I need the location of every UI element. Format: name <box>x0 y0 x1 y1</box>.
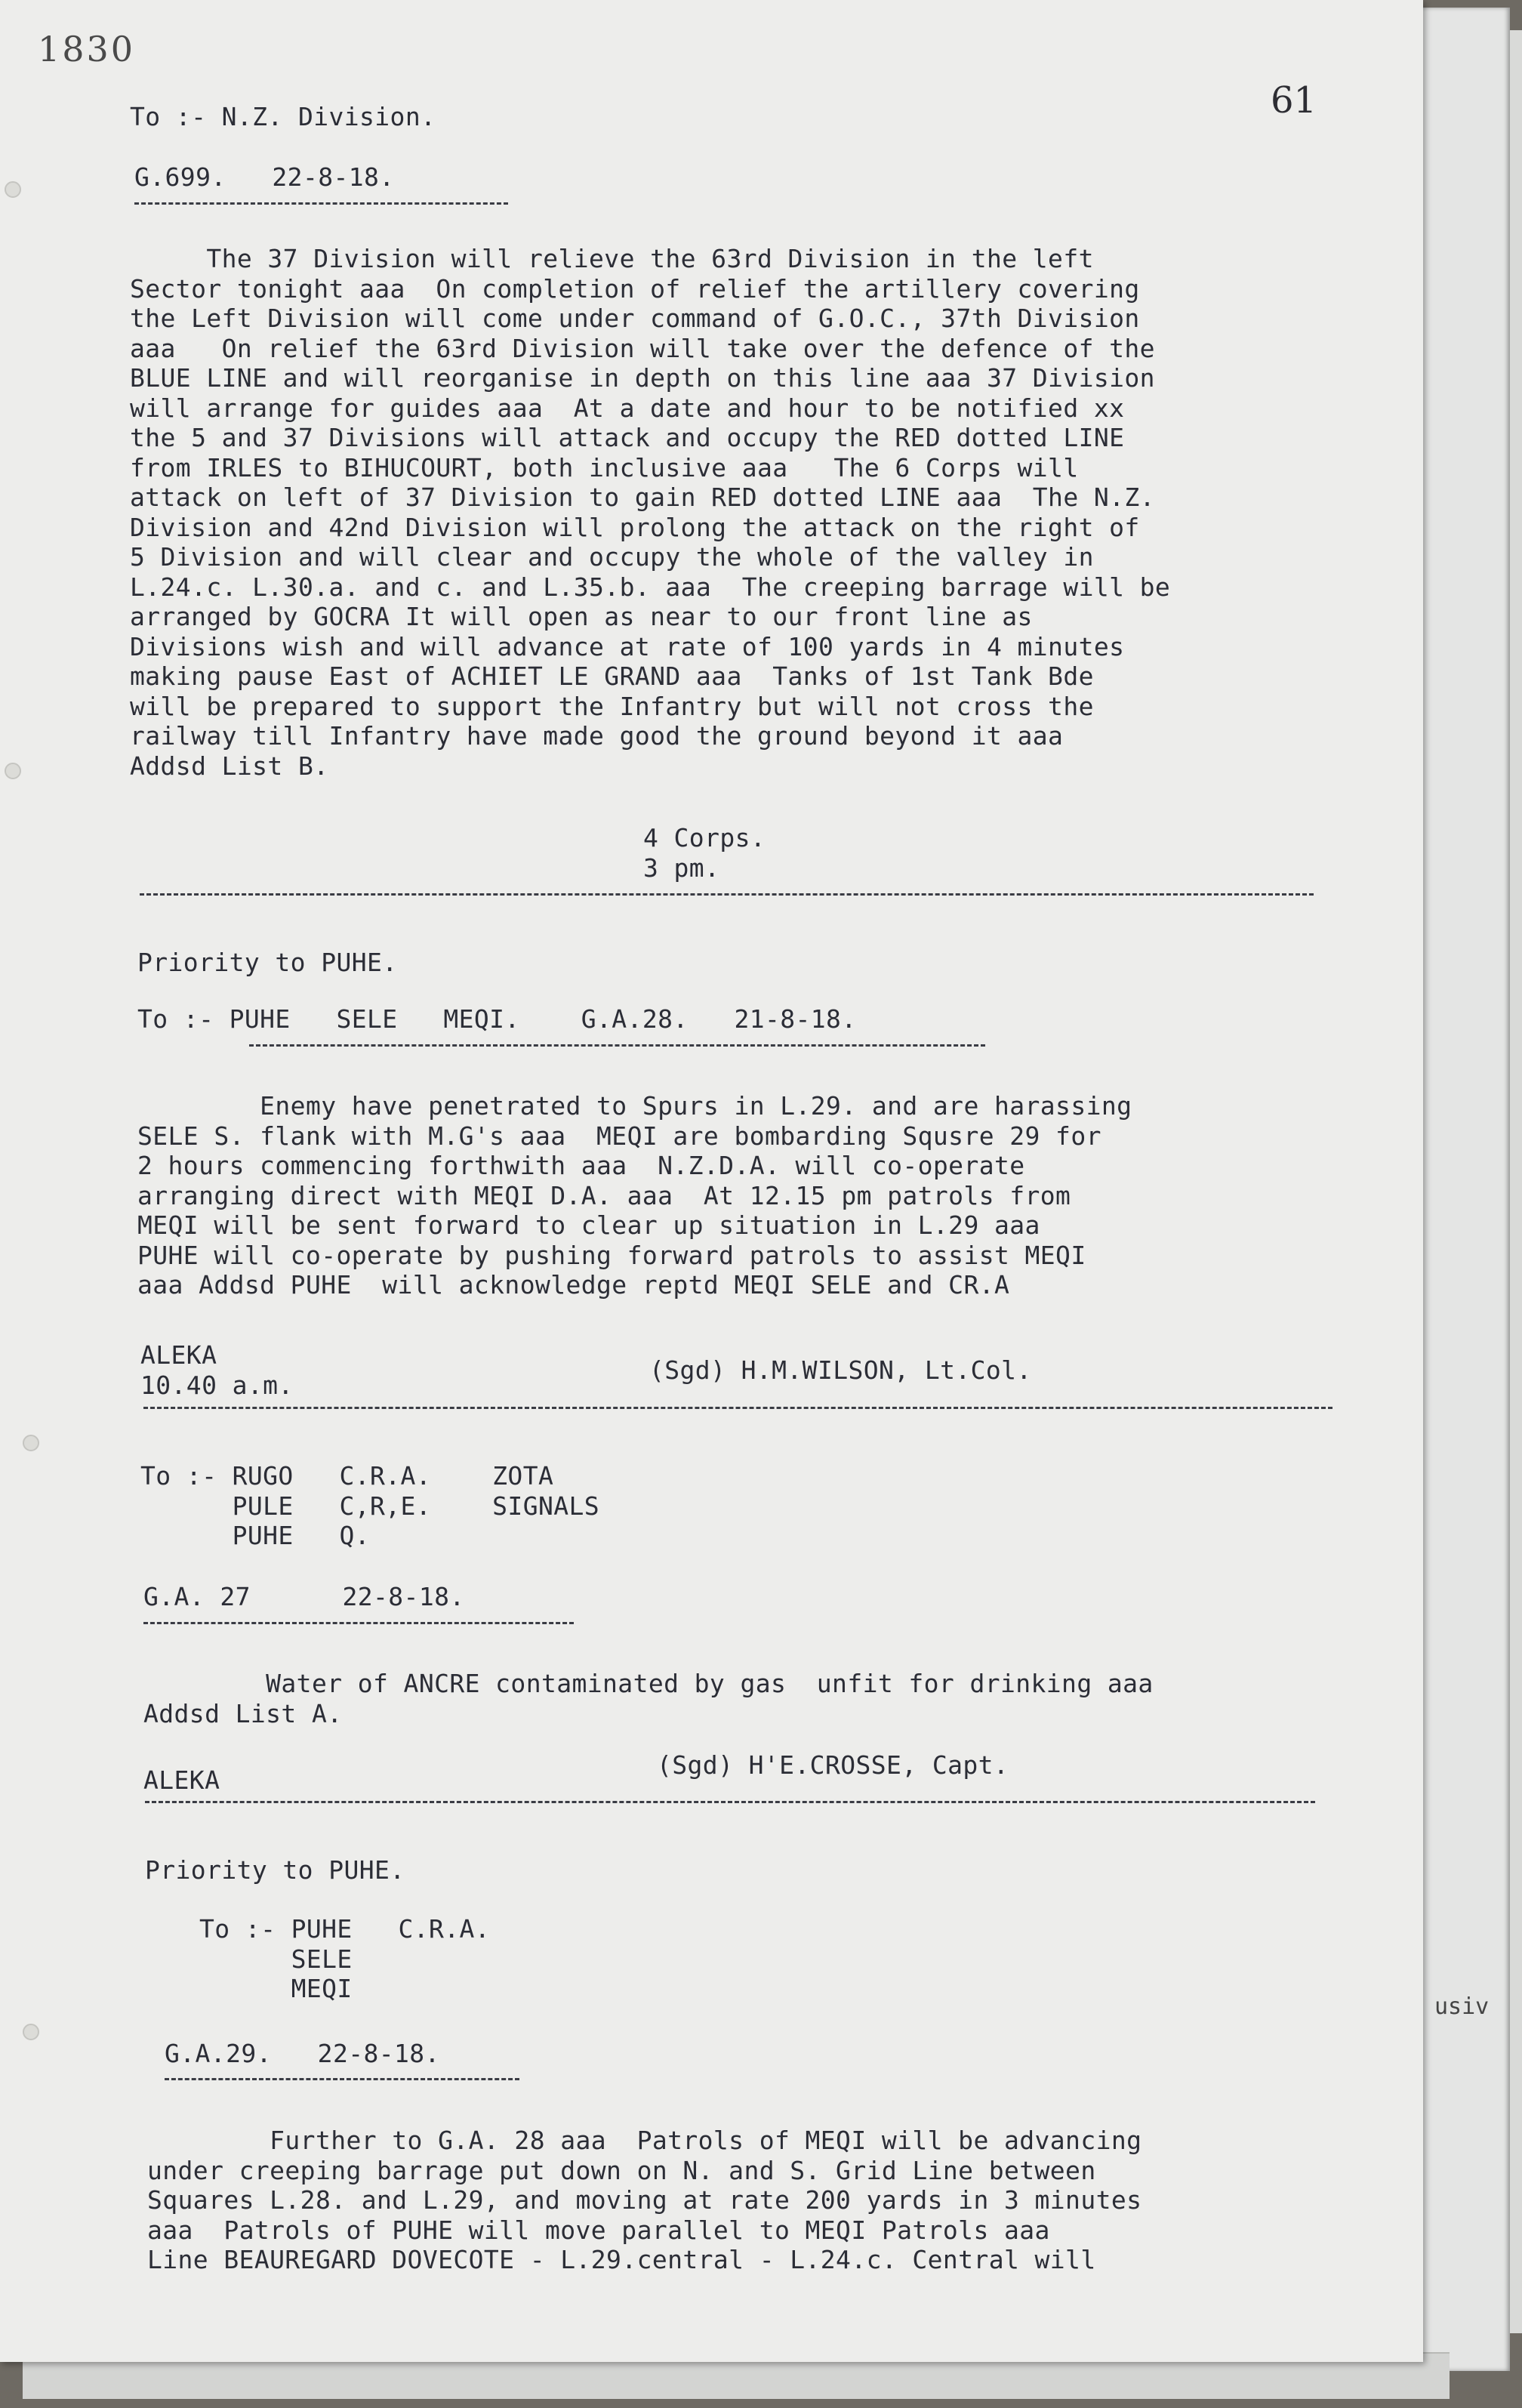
text-line: MEQI will be sent forward to clear up situation in L.29 aaa <box>137 1210 1040 1240</box>
text-line: will arrange for guides aaa At a date and hour to be notified xx <box>130 393 1125 423</box>
page-number: 61 <box>1271 79 1317 122</box>
msg4-reference: G.A.29. 22-8-18. <box>165 2039 440 2068</box>
text-line: aaa Patrols of PUHE will move parallel to MEQI Patrols aaa <box>147 2215 1050 2245</box>
pin-hole <box>23 2024 39 2040</box>
text-line: will be prepared to support the Infantry but will not cross the <box>130 691 1094 721</box>
text-line: 2 hours commencing forthwith aaa N.Z.D.A. will co-operate <box>137 1151 1025 1180</box>
separator <box>165 2078 519 2080</box>
pin-hole <box>5 763 21 779</box>
separator <box>143 1407 1333 1409</box>
text-line: arranged by GOCRA It will open as near to our front line as <box>130 602 1033 631</box>
text-line: Addsd List A. <box>143 1698 343 1728</box>
text-line: Further to G.A. 28 aaa Patrols of MEQI will be advancing <box>147 2126 1142 2155</box>
separator <box>145 1801 1315 1803</box>
text-line: making pause East of ACHIET LE GRAND aaa Tanks of 1st Tank Bde <box>130 661 1094 691</box>
text-line: Sector tonight aaa On completion of relief the artillery covering <box>130 273 1140 304</box>
msg3-addressees <box>140 1461 599 1551</box>
msg2-body <box>137 1091 1132 1300</box>
text-line: 5 Division and will clear and occupy the whole of the valley in <box>130 542 1094 572</box>
text-line: Enemy have penetrated to Spurs in L.29. and are harassing <box>137 1091 1132 1121</box>
text-line: BLUE LINE and will reorganise in depth on this line aaa 37 Division <box>130 363 1155 393</box>
text-line: railway till Infantry have made good the ground beyond it aaa <box>130 721 1064 751</box>
msg2-signature: (Sgd) H.M.WILSON, Lt.Col. <box>649 1355 1032 1385</box>
msg2-addressee: To :- PUHE SELE MEQI. G.A.28. 21-8-18. <box>137 1004 857 1034</box>
text-line: Squares L.28. and L.29, and moving at rate 200 yards in 3 minutes <box>147 2185 1142 2215</box>
msg3-reference: G.A. 27 22-8-18. <box>143 1582 465 1611</box>
msg2-time: 10.40 a.m. <box>140 1370 294 1400</box>
msg1-time: 3 pm. <box>643 853 720 883</box>
msg1-body <box>130 244 1170 781</box>
text-line: Division and 42nd Division will prolong the attack on the right of <box>130 512 1140 542</box>
archive-number: 1830 <box>38 29 136 69</box>
msg3-sender: ALEKA <box>143 1765 220 1795</box>
text-line: PULE C,R,E. SIGNALS <box>140 1491 600 1521</box>
separator <box>134 202 508 205</box>
text-line: attack on left of 37 Division to gain RED dotted LINE aaa The N.Z. <box>130 483 1155 512</box>
separator <box>249 1044 985 1047</box>
pin-hole <box>5 181 21 198</box>
text-line: Addsd List B. <box>130 751 329 781</box>
text-line: under creeping barrage put down on N. and S. Grid Line between <box>147 2155 1096 2185</box>
text-line: Water of ANCRE contaminated by gas unfit for drinking aaa <box>143 1669 1154 1698</box>
text-line: To :- PUHE C.R.A. <box>199 1914 491 1944</box>
msg4-addressees <box>199 1914 490 2004</box>
text-line: PUHE will co-operate by pushing forward patrols to assist MEQI <box>137 1240 1086 1270</box>
separator <box>143 1622 574 1624</box>
msg1-sender: 4 Corps. <box>643 823 766 853</box>
text-line: L.24.c. L.30.a. and c. and L.35.b. aaa The creeping barrage will be <box>130 572 1171 602</box>
text-line: Divisions wish and will advance at rate of 100 yards in 4 minutes <box>130 631 1125 661</box>
msg3-signature: (Sgd) H'E.CROSSE, Capt. <box>657 1750 1009 1780</box>
msg2-priority: Priority to PUHE. <box>137 948 398 977</box>
text-line: SELE <box>199 1944 353 1974</box>
text-line: MEQI <box>199 1974 353 2003</box>
msg1-addressee: To :- N.Z. Division. <box>130 102 436 131</box>
text-line: To :- RUGO C.R.A. ZOTA <box>140 1461 554 1491</box>
text-line: aaa On relief the 63rd Division will take over the defence of the <box>130 333 1155 363</box>
text-line: SELE S. flank with M.G's aaa MEQI are bombarding Squsre 29 for <box>137 1121 1101 1151</box>
msg4-body <box>147 2126 1142 2275</box>
msg3-body <box>143 1669 1154 1728</box>
text-line: Line BEAUREGARD DOVECOTE - L.29.central - L.24.c. Central will <box>147 2245 1096 2274</box>
msg1-reference: G.699. 22-8-18. <box>134 162 395 192</box>
msg4-priority: Priority to PUHE. <box>145 1855 405 1885</box>
pin-hole <box>23 1435 39 1451</box>
text-line: the 5 and 37 Divisions will attack and occupy the RED dotted LINE <box>130 423 1125 452</box>
separator <box>140 893 1314 896</box>
text-line: from IRLES to BIHUCOURT, both inclusive aaa The 6 Corps will <box>130 452 1079 483</box>
msg2-sender: ALEKA <box>140 1340 217 1370</box>
text-line: PUHE Q. <box>140 1521 371 1550</box>
text-line: The 37 Division will relieve the 63rd Division in the left <box>130 244 1094 273</box>
underlying-sheet-edge-text: usiv <box>1434 1993 1490 2020</box>
text-line: the Left Division will come under command of G.O.C., 37th Division <box>130 304 1140 333</box>
text-line: arranging direct with MEQI D.A. aaa At 12.15 pm patrols from <box>137 1180 1071 1210</box>
text-line: aaa Addsd PUHE will acknowledge reptd MEQI SELE and CR.A <box>137 1270 1010 1300</box>
